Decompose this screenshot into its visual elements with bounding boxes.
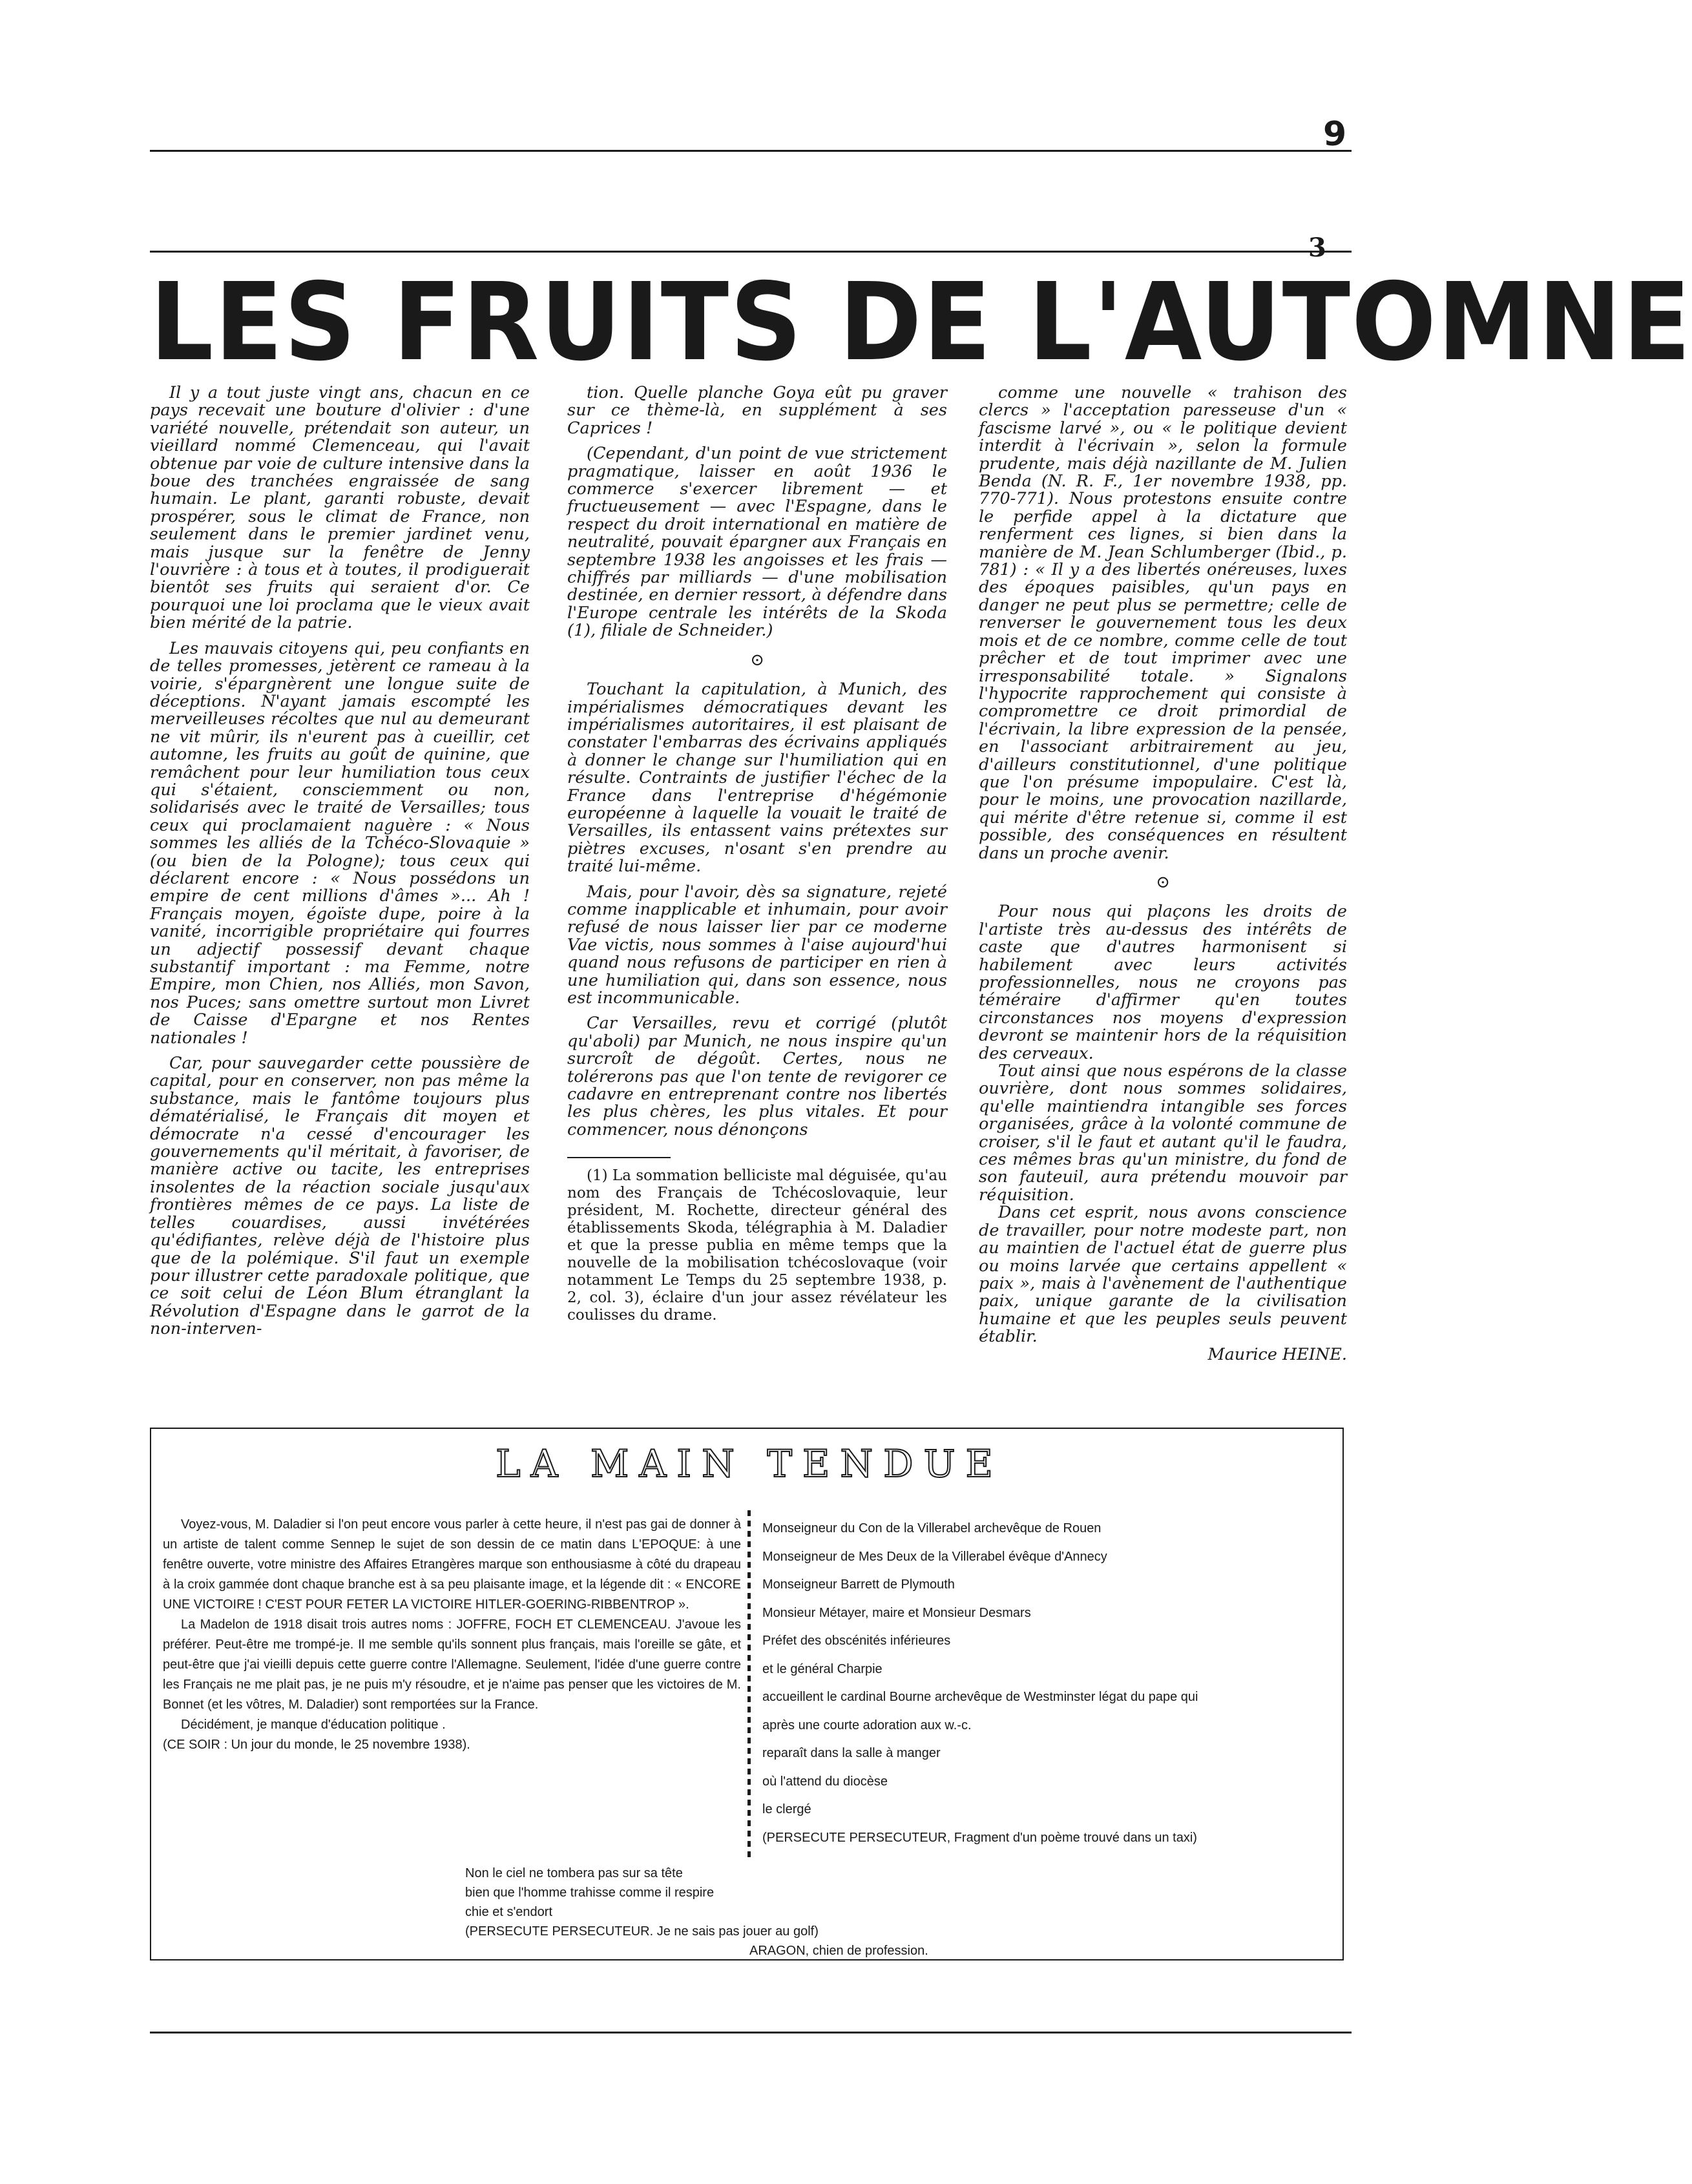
poem-line: Monsieur Métayer, maire et Monsieur Desmars (762, 1605, 1031, 1620)
box-bottom-poem (465, 1864, 1047, 1960)
poem-line: le clergé (762, 1802, 811, 1816)
article-column-2 (567, 384, 947, 1324)
poem-line: accueillent le cardinal Bourne archevêque de Westminster légat du pape qui (762, 1690, 1198, 1704)
poem-line: reparaît dans la salle à manger (762, 1746, 941, 1760)
poem-citation: (PERSECUTE PERSECUTEUR. Je ne sais pas jouer au golf) (465, 1924, 819, 1939)
paragraph: Car, pour sauvegarder cette poussière de capital, pour en conserver, non pas même la substance, mais le fantôme toujours plus dématérialisé, le Français dit moyen et démocrate n'a cessé d'encourager les gouvernements qu'il méritait, à favoriser, de manière active ou tacite, les entreprises insolentes de la réaction sociale jusqu'aux frontières mêmes de ce pays. La liste de telles couardises, aussi invétérées qu'édifiantes, relève déjà de l'histoire plus que de la polémique. S'il faut un exemple pour illustrer cette paradoxale politique, que ce soit celui de Léon Blum étranglant la Révolution d'Espagne dans le garrot de la non-interven- (150, 1054, 530, 1339)
box-left-column (163, 1515, 741, 1755)
dotted-divider (747, 1510, 751, 1858)
poem-line: après une courte adoration aux w.-c. (762, 1718, 972, 1732)
poem-citation: (PERSECUTE PERSECUTEUR, Fragment d'un poème trouvé dans un taxi) (762, 1830, 1197, 1845)
paragraph: Il y a tout juste vingt ans, chacun en ce pays recevait une bouture d'olivier : d'une variété nouvelle, prétendait son auteur, un vieillard nommé Clemenceau, qui l'avait obtenue par voie de culture intensive dans la boue des tranchées engraissée de sang humain. Le plant, garanti robuste, devait prospérer, sous le climat de France, non seulement dans le premier jardinet venu, mais jusque sur la fenêtre de Jenny l'ouvrière : à tous et à toutes, il prodiguerait bientôt ses fruits qui seraient d'or. Ce pourquoi une loi proclama que le vieux avait bien mérité de la patrie. (150, 383, 530, 633)
article-column-1 (150, 384, 530, 1338)
article-signature: Maurice HEINE. (1207, 1344, 1347, 1364)
box-right-column (762, 1515, 1337, 1852)
article-column-3 (979, 384, 1347, 1364)
section-separator-icon: ⊙ (750, 650, 764, 670)
paragraph: Car Versailles, revu et corrigé (plutôt qu'aboli) par Munich, ne nous inspire qu'un surcroît de dégoût. Certes, nous ne tolérerons pas que l'on tente de revigorer ce cadavre en entreprenant contre nos libertés les plus chères, les plus vitales. Et pour commencer, nous dénonçons (567, 1014, 947, 1139)
poem-line: Monseigneur de Mes Deux de la Villerabel évêque d'Annecy (762, 1549, 1107, 1564)
header-rule (150, 251, 1352, 253)
poem-line: où l'attend du diocèse (762, 1774, 888, 1789)
poem-line: et le général Charpie (762, 1661, 883, 1676)
footnote: (1) La sommation belliciste mal déguisée, qu'au nom des Français de Tchécoslovaquie, leur président, M. Rochette, directeur général des établissements Skoda, télégraphia à M. Daladier et que la presse publia en même temps que la nouvelle de la mobilisation tchécoslovaque (voir notamment Le Temps du 25 septembre 1938, p. 2, col. 3), éclaire d'un jour assez révélateur les coulisses du drame. (567, 1167, 947, 1324)
poem-line: bien que l'homme trahisse comme il respire (465, 1886, 715, 1900)
article-headline: LES FRUITS DE L'AUTOMNE (150, 260, 1692, 385)
paragraph: Voyez-vous, M. Daladier si l'on peut encore vous parler à cette heure, il n'est pas gai de donner à un artiste de talent comme Sennep le sujet de son dessin de ce matin dans L'EPOQUE: à une fenêtre ouverte, votre ministre des Affaires Etrangères marque son enthousiasme à côté du drapeau à la croix gammée dont chaque branche est à sa peu plaisante image, et la légende dit : « ENCORE UNE VICTOIRE ! C'EST POUR FETER LA VICTOIRE HITLER-GOERING-RIBBENTROP ». (163, 1517, 741, 1612)
poem-line: Préfet des obscénités inférieures (762, 1634, 951, 1648)
poem-line: Monseigneur du Con de la Villerabel archevêque de Rouen (762, 1521, 1102, 1535)
paragraph: Dans cet esprit, nous avons conscience de travailler, pour notre modeste part, non au maintien de l'actuel état de guerre plus ou moins larvée que certains appellent « paix », mais à l'avènement de l'authentique paix, unique garante de la civilisation humaine et que les peuples seuls peuvent établir. (979, 1203, 1347, 1347)
page-number: 9 (1323, 115, 1347, 154)
poem-signature: ARAGON, chien de profession. (749, 1944, 928, 1958)
poem-line: Non le ciel ne tombera pas sur sa tête (465, 1866, 683, 1880)
citation: (CE SOIR : Un jour du monde, le 25 novembre 1938). (163, 1738, 470, 1752)
bottom-rule (150, 2032, 1352, 2033)
poem-line: Monseigneur Barrett de Plymouth (762, 1577, 955, 1592)
issue-number: 3 (1308, 233, 1326, 263)
paragraph: Mais, pour l'avoir, dès sa signature, rejeté comme inapplicable et inhumain, pour avoir refusé de nous laisser lier par ce moderne Vae victis, nous sommes à l'aise aujourd'hui quand nous refusons de participer en rien à une humiliation qui, dans son essence, nous est incommunicable. (567, 882, 947, 1008)
paragraph: Les mauvais citoyens qui, peu confiants en de telles promesses, jetèrent ce rameau à la voirie, s'épargnèrent une longue suite de déceptions. N'ayant jamais escompté les merveilleuses récoltes que nul au demeurant ne vit mûrir, ils n'eurent pas à cueillir, cet automne, les fruits au goût de quinine, que remâchent pour leur humiliation tous ceux qui s'étaient, consciemment ou non, solidarisés avec le traité de Versailles; tous ceux qui proclamaient naguère : « Nous sommes les alliés de la Tchéco-Slovaquie » (ou bien de la Pologne); tous ceux qui déclarent encore : « Nous possédons un empire de cent millions d'âmes »... Ah ! Français moyen, égoïste dupe, poire à la vanité, incorrigible propriétaire qui fourres un adjectif possessif devant chaque substantif important : ma Femme, notre Empire, mon Chien, nos Alliés, mon Savon, nos Puces; sans omettre surtout mon Livret de Caisse d'Epargne et nos Rentes nationales ! (150, 638, 530, 1048)
paragraph: comme une nouvelle « trahison des clercs » l'acceptation paresseuse d'un « fascisme larvé », ou « le politique devient interdit à l'écrivain », selon la formule prudente, mais déjà nazillante de M. Julien Benda (N. R. F., 1er novembre 1938, pp. 770-771). Nous protestons ensuite contre le perfide appel à la dictature que renferment ces lignes, si bien dans la manière de M. Jean Schlumberger (Ibid., p. 781) : « Il y a des libertés onéreuses, luxes des époques paisibles, qu'un pays en danger ne peut plus se permettre; celle de renverser le gouvernement tous les deux mois et de ce nombre, comme celle de tout prêcher et de tout imprimer avec une irresponsabilité totale. » Signalons l'hypocrite rapprochement qui consiste à compromettre ce droit primordial de l'écrivain, la libre expression de la pensée, en l'associant arbitrairement au jeu, d'ailleurs constitutionnel, d'une politique que l'on présume impopulaire. C'est là, pour le moins, une provocation nazillarde, qui mérite d'être retenue si, comme il est possible, des conséquences en résultent dans un proche avenir. (979, 383, 1347, 863)
paragraph: tion. Quelle planche Goya eût pu graver sur ce thème-là, en supplément à ses Caprices ! (567, 383, 947, 438)
section-separator-icon: ⊙ (1156, 872, 1170, 892)
paragraph: Pour nous qui plaçons les droits de l'artiste très au-dessus des intérêts de caste que d'autres harmonisent si habilement avec leurs activités professionnelles, nous ne croyons pas téméraire d'affirmer qu'en toutes circonstances nos moyens d'expression devront se maintenir hors de la réquisition des cerveaux. (979, 902, 1347, 1063)
poem-line: chie et s'endort (465, 1905, 553, 1919)
paragraph: Touchant la capitulation, à Munich, des impérialismes démocratiques devant les impérialismes autoritaires, il est plaisant de constater l'embarras des écrivains appliqués à donner le change sur l'humiliation qui en résulte. Contraints de justifier l'échec de la France dans l'entreprise d'hégémonie européenne à laquelle la vouait le traité de Versailles, ils entassent vains prétextes sur piètres excuses, n'osant s'en prendre au traité lui-même. (567, 680, 947, 877)
paragraph: Décidément, je manque d'éducation politique . (181, 1718, 446, 1732)
paragraph: (Cependant, d'un point de vue strictement pragmatique, laisser en août 1936 le commerce s'exercer librement — et fructueusement — avec l'Espagne, dans le respect du droit international en matière de neutralité, pouvait épargner aux Français en septembre 1938 les angoisses et les frais — chiffrés par milliards — d'une mobilisation destinée, en dernier ressort, à défendre dans l'Europe centrale les intérêts de la Skoda (1), filiale de Schneider.) (567, 444, 947, 641)
paragraph: Tout ainsi que nous espérons de la classe ouvrière, dont nous sommes solidaires, qu'elle maintiendra intangible ses forces organisées, grâce à la volonté commune de croiser, s'il le faut et autant qu'il le faudra, ces mêmes bras qu'un ministre, du fond de son fauteuil, aura prétendu mouvoir par réquisition. (979, 1061, 1347, 1205)
footnote-rule (567, 1157, 671, 1158)
box-title: LA MAIN TENDUE (496, 1442, 1003, 1486)
top-rule (150, 150, 1352, 152)
paragraph: La Madelon de 1918 disait trois autres noms : JOFFRE, FOCH ET CLEMENCEAU. J'avoue les préférer. Peut-être me trompé-je. Il me semble qu'ils sonnent plus français, mais l'oreille se gâte, et peut-être que j'ai vieilli depuis cette guerre contre l'Allemagne. Seulement, l'idée d'une guerre contre les Français ne me plait pas, je ne puis m'y résoudre, et je n'aime pas penser que les victoires de M. Bonnet (et les vôtres, M. Daladier) sont remportées sur la France. (163, 1617, 741, 1712)
